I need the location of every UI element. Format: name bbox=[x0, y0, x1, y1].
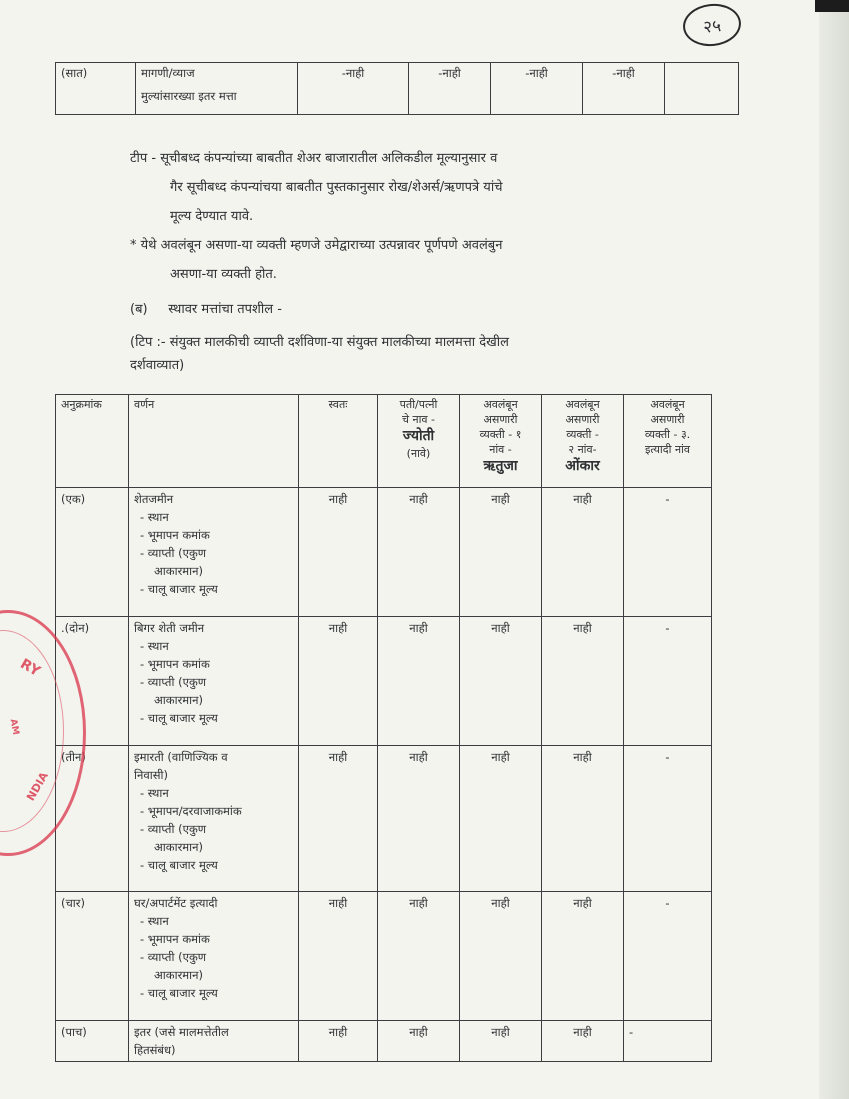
self-cell: नाही bbox=[299, 892, 378, 1021]
dependent-1-cell: नाही bbox=[460, 746, 542, 892]
description-item: - चालू बाजार मूल्य bbox=[140, 711, 218, 725]
header-text: असणारी bbox=[483, 413, 518, 426]
serial-cell: (चार) bbox=[56, 892, 129, 1021]
dependent-1-cell: नाही bbox=[460, 488, 542, 617]
header-text: असणारी bbox=[565, 413, 600, 426]
description-title: घर/अपार्टमेंट इत्यादी bbox=[134, 896, 218, 910]
header-text: व्यक्ती - ३. bbox=[644, 428, 691, 441]
header-text: पती/पत्नी bbox=[399, 398, 438, 411]
description-title: इमारती (वाणिज्यिक व bbox=[134, 750, 228, 764]
description-cell bbox=[136, 63, 298, 115]
header-serial: अनुक्रमांक bbox=[56, 395, 129, 488]
description-item: - व्याप्ती (एकुण bbox=[140, 822, 207, 836]
stamp-text: AM bbox=[7, 718, 21, 736]
header-text: अवलंबून bbox=[565, 398, 600, 411]
note-line: (टिप :- संयुक्त मालकीची व्याप्ती दर्शविणा-या संयुक्त मालकीच्या मालमत्ता देखील bbox=[130, 335, 509, 350]
header-text: असणारी bbox=[650, 413, 685, 426]
description-cell bbox=[129, 488, 299, 617]
description-item: - स्थान bbox=[140, 786, 169, 800]
description-item: - भूमापन कमांक bbox=[140, 932, 210, 946]
header-row bbox=[56, 395, 712, 488]
header-description: वर्णन bbox=[129, 395, 299, 488]
header-dependent-2 bbox=[542, 395, 624, 488]
dependent-2-cell: नाही bbox=[542, 617, 624, 746]
value-cell: -नाही bbox=[298, 63, 409, 115]
dependent-3-cell: - bbox=[624, 892, 712, 1021]
note-line: * येथे अवलंबून असणा-या व्यक्ती म्हणजे उमेद्वाराच्या उत्पन्नावर पूर्णपणे अवलंबुन bbox=[130, 238, 503, 253]
description-title: निवासी) bbox=[134, 768, 168, 782]
spouse-cell: नाही bbox=[378, 746, 460, 892]
self-cell: नाही bbox=[299, 746, 378, 892]
dependent-1-cell: नाही bbox=[460, 892, 542, 1021]
dependent-name: ओंकार bbox=[565, 458, 600, 474]
value-cell bbox=[665, 63, 739, 115]
note-line: टीप - सूचीबध्द कंपन्यांच्या बाबतीत शेअर बाजारातील अलिकडील मूल्यानुसार व bbox=[130, 151, 498, 166]
note-line: असणा-या व्यक्ती होत. bbox=[170, 267, 277, 282]
header-text: व्यक्ती - १ bbox=[479, 428, 522, 441]
description-item: - चालू बाजार मूल्य bbox=[140, 986, 218, 1000]
table-row bbox=[56, 746, 712, 892]
description-line: मागणी/व्याज bbox=[141, 66, 195, 80]
self-cell: नाही bbox=[299, 488, 378, 617]
description-item: - व्याप्ती (एकुण bbox=[140, 546, 207, 560]
dependent-3-cell: - bbox=[624, 617, 712, 746]
value-cell: -नाही bbox=[491, 63, 583, 115]
dependent-3-cell: - bbox=[624, 1021, 712, 1062]
table-row bbox=[56, 63, 739, 115]
description-item: आकारमान) bbox=[154, 693, 203, 707]
header-text: २ नांव- bbox=[568, 443, 597, 456]
description-item: - भूमापन/दरवाजाकमांक bbox=[140, 804, 242, 818]
description-item: - चालू बाजार मूल्य bbox=[140, 858, 218, 872]
table-row bbox=[56, 488, 712, 617]
description-item: - स्थान bbox=[140, 510, 169, 524]
header-text: चे नाव - bbox=[401, 413, 436, 426]
note-line: गैर सूचीबध्द कंपन्यांचया बाबतीत पुस्तकानुसार रोख/शेअर्स/ऋणपत्रे यांचे bbox=[170, 180, 503, 195]
header-text: अवलंबून bbox=[650, 398, 685, 411]
header-self: स्वतः bbox=[299, 395, 378, 488]
description-item: - चालू बाजार मूल्य bbox=[140, 582, 218, 596]
dependent-3-cell: - bbox=[624, 488, 712, 617]
header-dependent-1 bbox=[460, 395, 542, 488]
dependent-2-cell: नाही bbox=[542, 892, 624, 1021]
note-line: दर्शवाव्यात) bbox=[130, 358, 185, 373]
header-text: अवलंबून bbox=[483, 398, 518, 411]
self-cell: नाही bbox=[299, 1021, 378, 1062]
page-number: २५ bbox=[681, 1, 743, 49]
scan-corner bbox=[815, 0, 849, 12]
table-row bbox=[56, 617, 712, 746]
header-dependent-3 bbox=[624, 395, 712, 488]
description-title: शेतजमीन bbox=[134, 492, 174, 506]
table-row bbox=[56, 1021, 712, 1062]
description-title: बिगर शेती जमीन bbox=[134, 621, 205, 635]
serial-cell: (एक) bbox=[56, 488, 129, 617]
header-text: (नावे) bbox=[406, 447, 431, 460]
header-text: नांव - bbox=[489, 443, 512, 456]
serial-cell: .(दोन) bbox=[56, 617, 129, 746]
description-item: - भूमापन कमांक bbox=[140, 657, 210, 671]
description-item: आकारमान) bbox=[154, 840, 203, 854]
header-spouse bbox=[378, 395, 460, 488]
stamp-text: RY bbox=[17, 656, 43, 680]
description-title: हितसंबंध) bbox=[134, 1043, 176, 1057]
serial-cell: (तीन) bbox=[56, 746, 129, 892]
description-item: - स्थान bbox=[140, 639, 169, 653]
dependent-2-cell: नाही bbox=[542, 488, 624, 617]
description-cell bbox=[129, 1021, 299, 1062]
immovable-assets-table bbox=[55, 394, 712, 1062]
dependent-3-cell: - bbox=[624, 746, 712, 892]
header-text: व्यक्ती - bbox=[566, 428, 599, 441]
description-item: - व्याप्ती (एकुण bbox=[140, 950, 207, 964]
table-row bbox=[56, 892, 712, 1021]
other-assets-table bbox=[55, 62, 739, 115]
description-cell bbox=[129, 892, 299, 1021]
dependent-2-cell: नाही bbox=[542, 1021, 624, 1062]
description-item: - स्थान bbox=[140, 914, 169, 928]
spouse-name: ज्योती bbox=[402, 428, 435, 444]
serial-cell: (सात) bbox=[56, 63, 136, 115]
spouse-cell: नाही bbox=[378, 617, 460, 746]
dependent-1-cell: नाही bbox=[460, 617, 542, 746]
section-heading: (ब) स्थावर मत्तांचा तपशील - bbox=[130, 302, 282, 317]
value-cell: -नाही bbox=[583, 63, 665, 115]
stamp-text: NDIA bbox=[24, 769, 51, 804]
spouse-cell: नाही bbox=[378, 892, 460, 1021]
notes-block bbox=[130, 144, 710, 380]
description-line: मुल्यांसारख्या इतर मत्ता bbox=[141, 89, 237, 103]
dependent-2-cell: नाही bbox=[542, 746, 624, 892]
page-edge-shadow bbox=[819, 0, 849, 1099]
note-line: मूल्य देण्यात यावे. bbox=[170, 209, 254, 224]
description-cell bbox=[129, 746, 299, 892]
self-cell: नाही bbox=[299, 617, 378, 746]
description-item: - व्याप्ती (एकुण bbox=[140, 675, 207, 689]
dependent-name: ऋतुजा bbox=[483, 458, 518, 474]
header-text: इत्यादी नांव bbox=[644, 443, 691, 456]
description-cell bbox=[129, 617, 299, 746]
description-item: आकारमान) bbox=[154, 968, 203, 982]
value-cell: -नाही bbox=[409, 63, 491, 115]
serial-cell: (पाच) bbox=[56, 1021, 129, 1062]
description-title: इतर (जसे मालमत्तेतील bbox=[134, 1025, 229, 1039]
dependent-1-cell: नाही bbox=[460, 1021, 542, 1062]
description-item: आकारमान) bbox=[154, 564, 203, 578]
spouse-cell: नाही bbox=[378, 488, 460, 617]
description-item: - भूमापन कमांक bbox=[140, 528, 210, 542]
spouse-cell: नाही bbox=[378, 1021, 460, 1062]
